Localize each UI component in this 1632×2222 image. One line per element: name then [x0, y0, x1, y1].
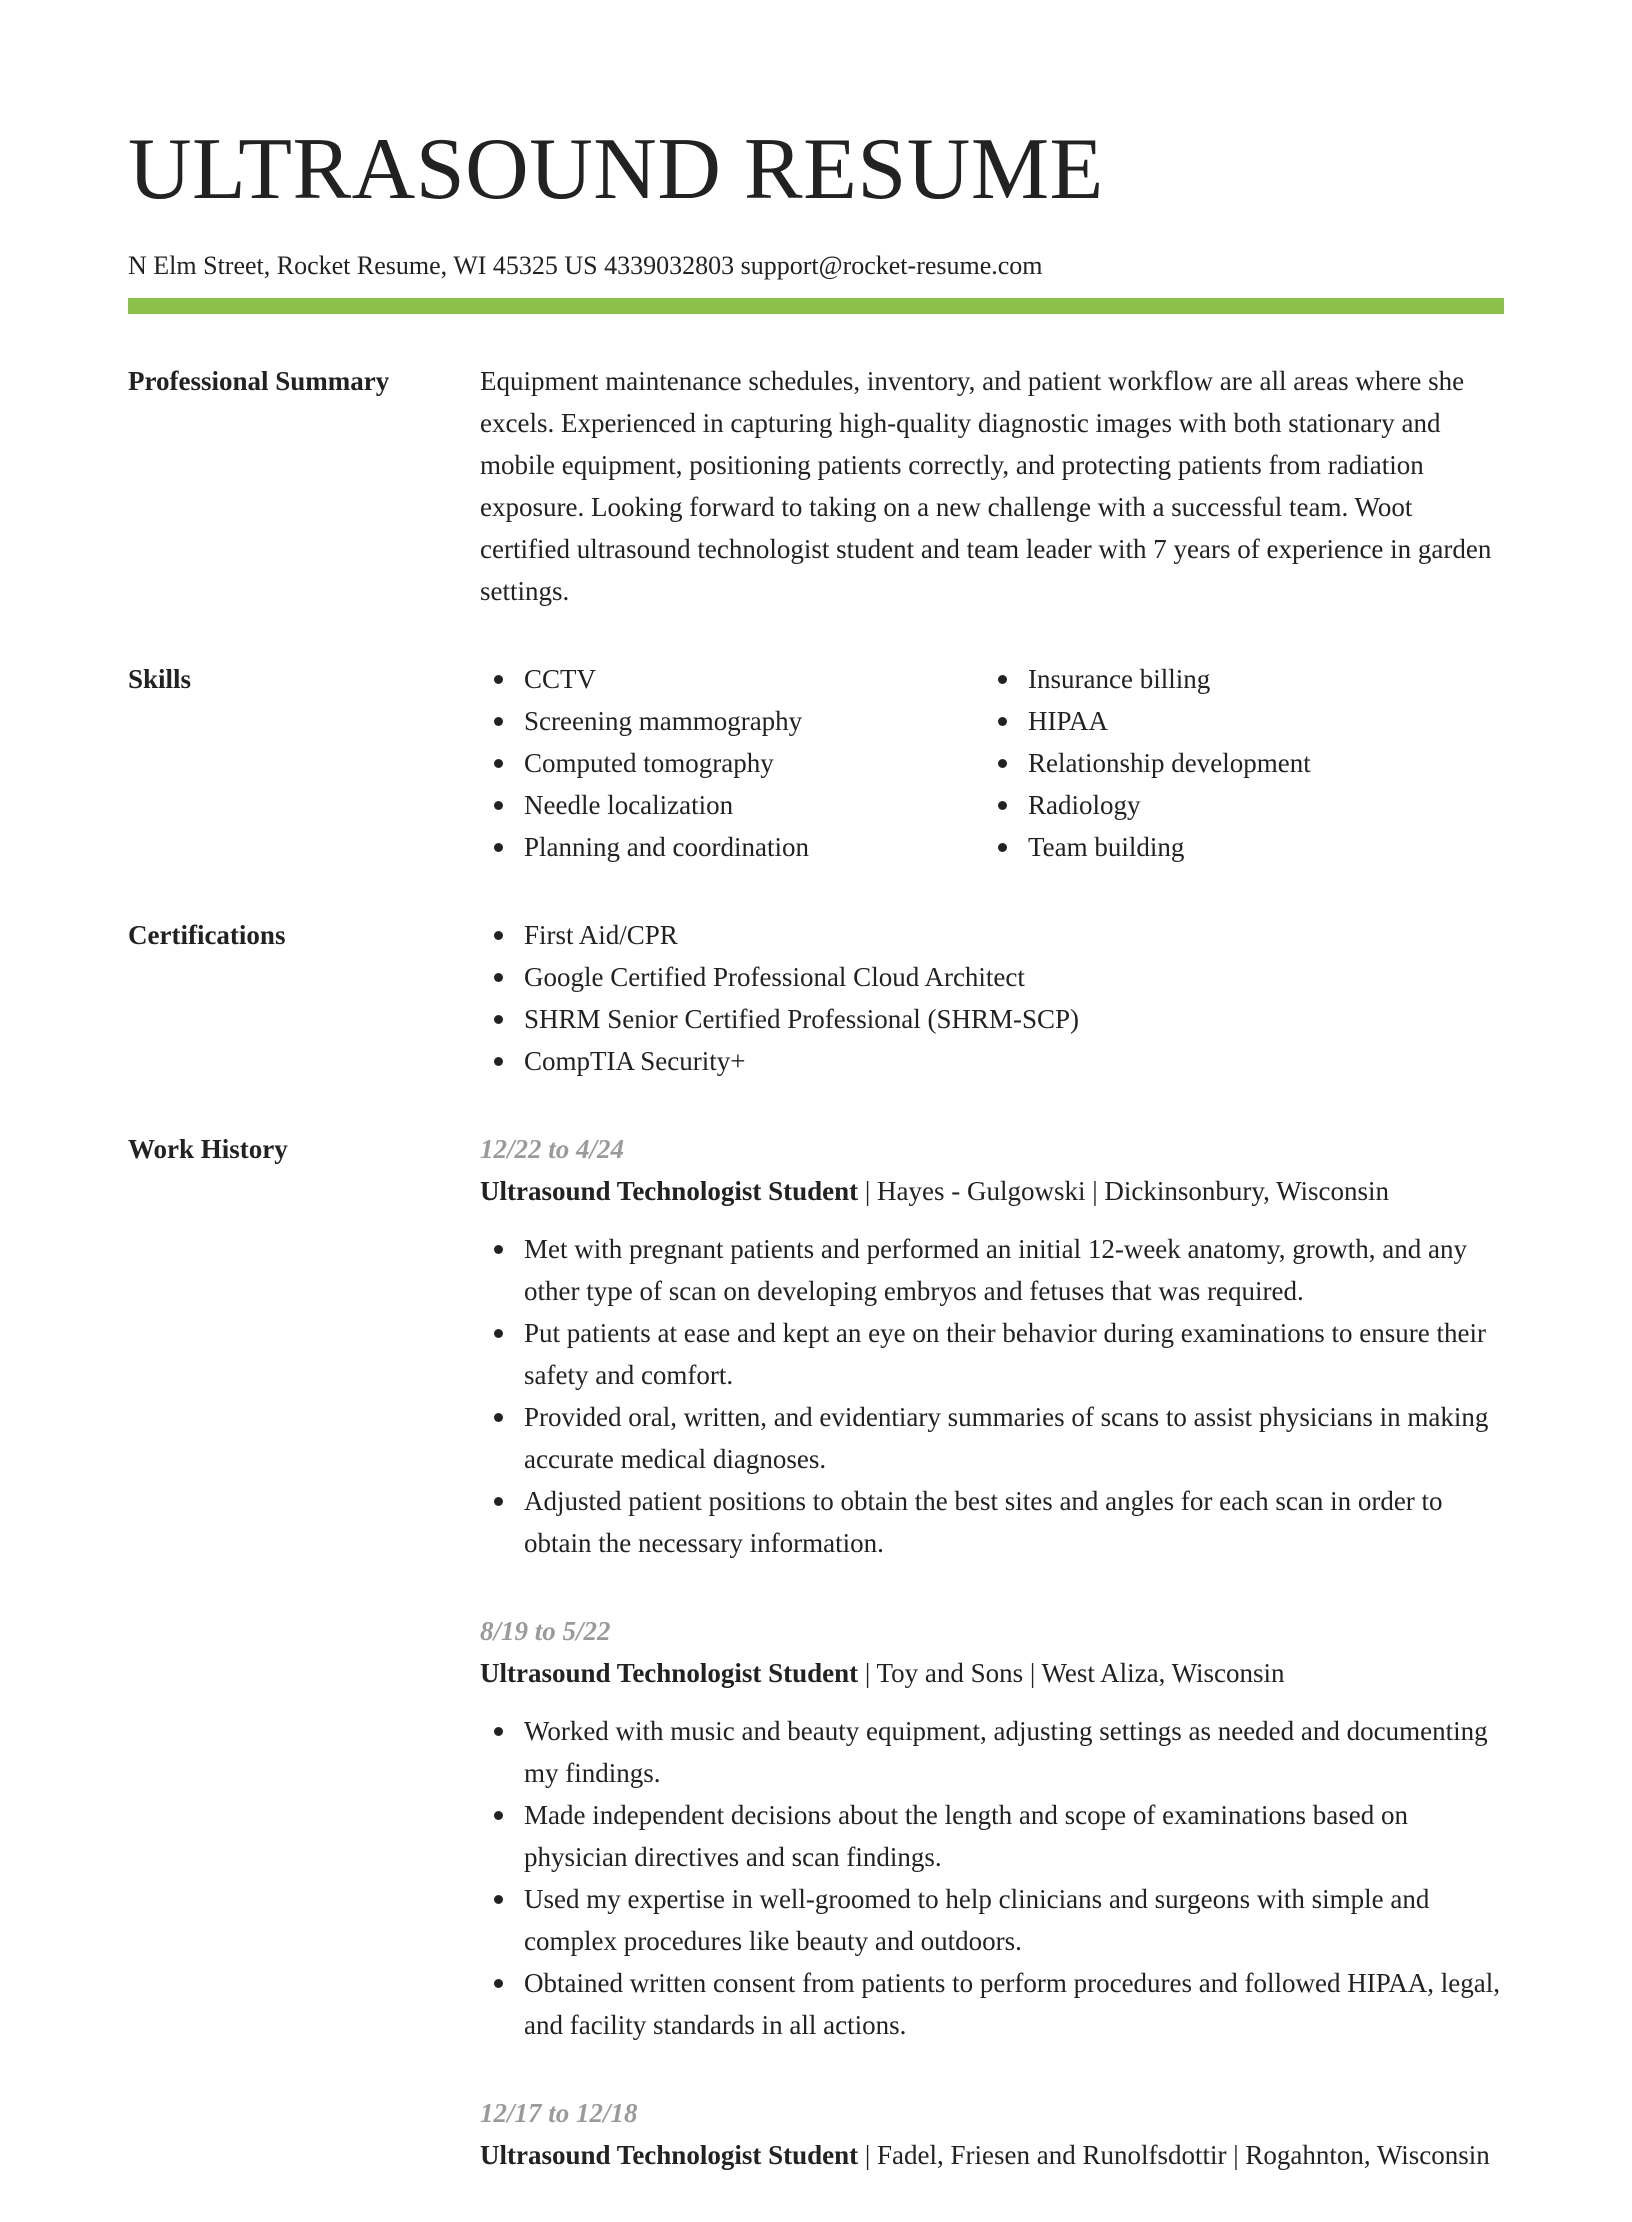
skills-list-right — [984, 658, 1488, 868]
skill-item: Team building — [984, 826, 1488, 868]
job-entry — [480, 1128, 1504, 1564]
skill-item: HIPAA — [984, 700, 1488, 742]
job-dates: 12/17 to 12/18 — [480, 2098, 638, 2128]
certifications-list — [480, 914, 1504, 1082]
work-history-content — [480, 1128, 1504, 2222]
job-heading — [480, 1652, 1504, 1694]
skill-item: CCTV — [480, 658, 984, 700]
certification-item: First Aid/CPR — [480, 914, 1504, 956]
contact-phone: 4339032803 — [604, 251, 735, 280]
job-details: | Toy and Sons | West Aliza, Wisconsin — [858, 1658, 1285, 1688]
resume-name: ULTRASOUND RESUME — [128, 121, 1104, 218]
skill-item: Planning and coordination — [480, 826, 984, 868]
job-bullet: Used my expertise in well-groomed to help clinicians and surgeons with simple and complex procedures like beauty and outdoors. — [480, 1878, 1504, 1962]
job-entry — [480, 2092, 1504, 2176]
job-bullet: Worked with music and beauty equipment, adjusting settings as needed and documenting my findings. — [480, 1710, 1504, 1794]
contact-address: N Elm Street, Rocket Resume, WI 45325 US — [128, 251, 598, 280]
skill-item: Needle localization — [480, 784, 984, 826]
job-bullets — [480, 1228, 1504, 1564]
job-dates: 8/19 to 5/22 — [480, 1616, 611, 1646]
section-label: Certifications — [128, 920, 286, 950]
job-bullet: Made independent decisions about the length and scope of examinations based on physician directives and scan findings. — [480, 1794, 1504, 1878]
skill-item: Screening mammography — [480, 700, 984, 742]
header-accent-rule — [128, 298, 1504, 314]
skills-list-left — [480, 658, 984, 868]
skill-item: Radiology — [984, 784, 1488, 826]
certification-item: CompTIA Security+ — [480, 1040, 1504, 1082]
job-bullet: Put patients at ease and kept an eye on their behavior during examinations to ensure their safety and comfort. — [480, 1312, 1504, 1396]
contact-email: support@rocket-resume.com — [740, 251, 1043, 280]
skill-item: Relationship development — [984, 742, 1488, 784]
job-title: Ultrasound Technologist Student — [480, 2140, 859, 2170]
job-bullet: Obtained written consent from patients to perform procedures and followed HIPAA, legal, and facility standards in all actions. — [480, 1962, 1504, 2046]
job-bullet: Adjusted patient positions to obtain the best sites and angles for each scan in order to obtain the necessary information. — [480, 1480, 1504, 1564]
certifications-content — [480, 914, 1504, 1082]
section-label: Professional Summary — [128, 366, 390, 396]
certifications-section — [128, 914, 1504, 1082]
section-label: Work History — [128, 1134, 288, 1164]
section-label: Skills — [128, 664, 192, 694]
skills-content — [480, 658, 1504, 868]
job-bullet: Met with pregnant patients and performed an initial 12-week anatomy, growth, and any other type of scan on developing embryos and fetuses that was required. — [480, 1228, 1504, 1312]
skill-item: Insurance billing — [984, 658, 1488, 700]
job-entry — [480, 1610, 1504, 2046]
work-history-section — [128, 1128, 1504, 2222]
skill-item: Computed tomography — [480, 742, 984, 784]
job-details: | Hayes - Gulgowski | Dickinsonbury, Wisconsin — [858, 1176, 1390, 1206]
job-title: Ultrasound Technologist Student — [480, 1658, 859, 1688]
job-title: Ultrasound Technologist Student — [480, 1176, 859, 1206]
job-bullet: Provided oral, written, and evidentiary summaries of scans to assist physicians in making accurate medical diagnoses. — [480, 1396, 1504, 1480]
contact-line — [128, 248, 1504, 284]
job-bullets — [480, 1710, 1504, 2046]
summary-section — [128, 360, 1504, 612]
summary-text: Equipment maintenance schedules, inventory, and patient workflow are all areas where she excels. Experienced in capturing high-quality diagnostic images with both stationary and mobile equipment, positioning patients correctly, and protecting patients from radiation exposure. Looking forward to taking on a new challenge with a successful team. Woot certified ultrasound technologist student and team leader with 7 years of experience in garden settings. — [480, 366, 1492, 606]
certification-item: SHRM Senior Certified Professional (SHRM-SCP) — [480, 998, 1504, 1040]
summary-content — [480, 360, 1504, 612]
job-details: | Fadel, Friesen and Runolfsdottir | Rogahnton, Wisconsin — [858, 2140, 1490, 2170]
job-heading — [480, 2134, 1504, 2176]
job-heading — [480, 1170, 1504, 1212]
skills-section — [128, 658, 1504, 868]
job-dates: 12/22 to 4/24 — [480, 1134, 625, 1164]
certification-item: Google Certified Professional Cloud Architect — [480, 956, 1504, 998]
